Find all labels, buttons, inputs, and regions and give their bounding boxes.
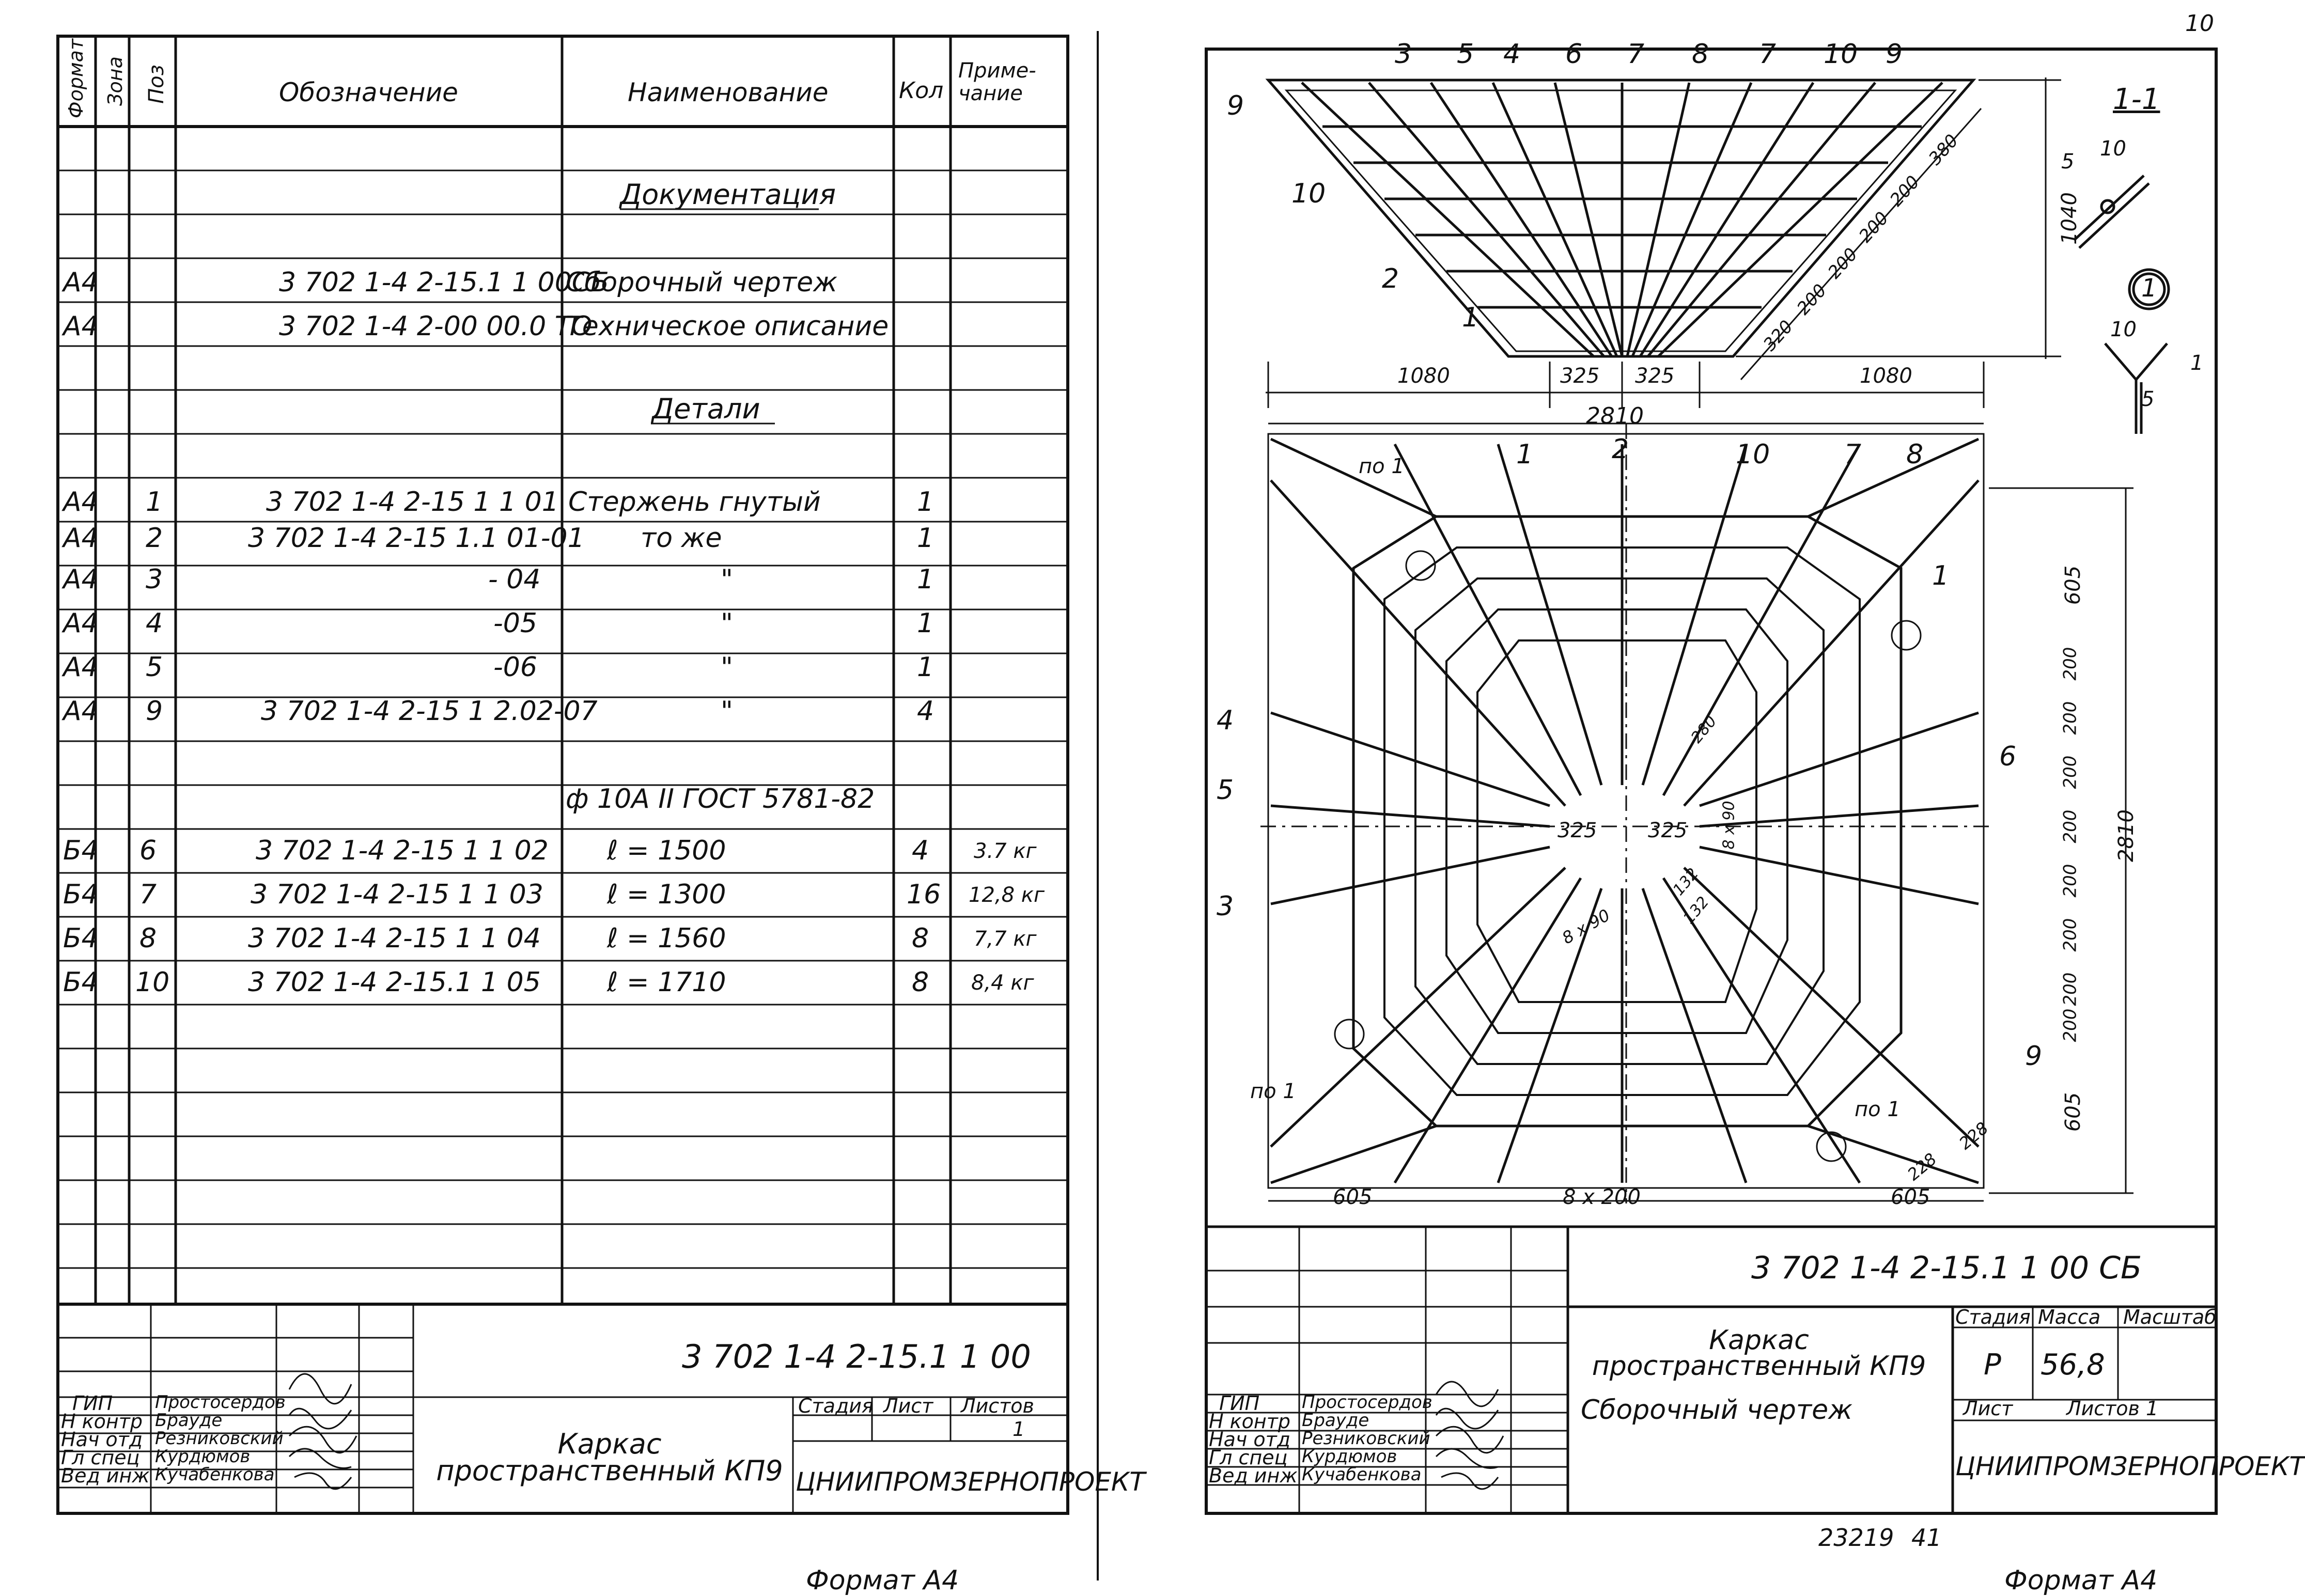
row-format: А4 (63, 696, 99, 727)
header-note: Приме-чание (958, 59, 1036, 105)
top-dim: 320 (1759, 316, 1798, 355)
spec-role: Вед инж (61, 1464, 150, 1487)
row-qty: 1 (917, 608, 935, 639)
row-format: Б4 (63, 967, 99, 998)
plan-pos-label: 5 (1217, 775, 1234, 806)
plan-dim: 605 (2061, 1092, 2085, 1132)
row-format: Б4 (63, 923, 99, 954)
row-name: ф 10А II ГОСТ 5781-82 (566, 784, 875, 815)
top-dim: 325 (1560, 364, 1600, 388)
row-format: А4 (63, 564, 99, 595)
plan-dim: 200 (2060, 972, 2081, 1006)
top-pos-label: 1 (1462, 302, 1479, 333)
plan-pos-label: по 1 (1359, 455, 1405, 478)
row-format: А4 (63, 523, 99, 554)
drawing-sheets-label: Листов 1 (2066, 1397, 2159, 1420)
top-pos-label: 10 (1824, 39, 1858, 70)
row-name: ℓ = 1500 (607, 835, 726, 866)
header-format: Формат (65, 38, 88, 119)
plan-dim: 200 (2060, 701, 2081, 735)
drawing-role: Нач отд (1209, 1428, 1291, 1451)
row-designation: 3 702 1-4 2-15.1 1 00СБ (279, 267, 609, 298)
plan-pos-label: 4 (1217, 705, 1234, 736)
top-dim: 200 (1793, 280, 1831, 319)
header-designation: Обозначение (279, 77, 458, 107)
plan-dim: 605 (2061, 565, 2085, 605)
row-pos: 10 (135, 967, 170, 998)
drawing-person: Кучабенкова (1302, 1464, 1422, 1485)
corner-mark: 10 (2185, 10, 2214, 37)
row-format: Б4 (63, 879, 99, 910)
top-pos-label: 4 (1503, 39, 1521, 70)
plan-pos-label: 9 (2025, 1041, 2043, 1072)
drawing-doc-title: Каркас пространственный КП9 (1592, 1325, 1926, 1382)
row-qty: 1 (917, 652, 935, 683)
row-designation: 3 702 1-4 2-15 1 1 04 (248, 923, 541, 954)
spec-sheets-value: 1 (1013, 1418, 1025, 1441)
top-pos-label: 9 (1227, 90, 1244, 121)
spec-role: ГИП (72, 1392, 113, 1415)
row-qty: 8 (912, 923, 929, 954)
plan-pos-label: 1 (1516, 439, 1534, 470)
drawing-person: Курдюмов (1302, 1446, 1397, 1467)
drawing-stage-label: Стадия (1955, 1306, 2031, 1328)
spec-org: ЦНИИПРОМЗЕРНОПРОЕКТ (796, 1467, 1145, 1497)
drawing-doc-code: 3 702 1-4 2-15.1 1 00 СБ (1751, 1250, 2142, 1286)
row-qty: 1 (917, 564, 935, 595)
top-dim: 325 (1635, 364, 1675, 388)
archive-number: 23219 (1818, 1524, 1894, 1552)
row-format: А4 (63, 267, 99, 298)
row-qty: 4 (912, 835, 929, 866)
row-format: А4 (63, 608, 99, 639)
top-pos-label: 6 (1565, 39, 1583, 70)
spec-person: Резниковский (155, 1428, 284, 1449)
plan-center-dim: 280 (1687, 712, 1721, 747)
row-format: А4 (63, 487, 99, 518)
header-qty: Кол (899, 77, 944, 104)
section-pos: 5 (2061, 150, 2075, 174)
top-pos-label: 8 (1692, 39, 1709, 70)
row-qty: 1 (917, 487, 935, 518)
row-name: ℓ = 1710 (607, 967, 726, 998)
plan-dim: 8 x 200 (1563, 1185, 1641, 1209)
row-name: " (721, 652, 733, 683)
row-designation: 3 702 1-4 2-15 1.1 01-01 (248, 523, 585, 554)
top-dim: 200 (1886, 171, 1924, 211)
top-pos-label: 7 (1759, 39, 1777, 70)
top-dim: 1080 (1860, 364, 1912, 388)
row-note: 3.7 кг (974, 839, 1037, 863)
header-name: Наименование (628, 77, 829, 107)
plan-center-dim: 8 x 90 (1720, 801, 1738, 850)
row-pos: 8 (139, 923, 157, 954)
row-designation: -06 (493, 652, 537, 683)
drawing-role: Н контр (1209, 1410, 1290, 1433)
top-pos-label: 7 (1627, 39, 1645, 70)
top-pos-label: 2 (1382, 263, 1399, 294)
spec-person: Кучабенкова (155, 1464, 275, 1485)
plan-pos-label: 3 (1217, 891, 1234, 922)
cut-mark: 1 (2190, 351, 2204, 375)
drawing-person: Простосердов (1302, 1392, 1432, 1413)
plan-pos-label: 6 (1999, 741, 2017, 772)
plan-pos-label: по 1 (1250, 1079, 1296, 1103)
row-format: А4 (63, 652, 99, 683)
row-qty: 8 (912, 967, 929, 998)
drawing-doc-subtitle: Сборочный чертеж (1581, 1395, 1852, 1426)
row-designation: - 04 (488, 564, 541, 595)
row-note: 12,8 кг (969, 883, 1045, 907)
row-pos: 2 (146, 523, 163, 554)
drawing-footer: Формат А4 (2004, 1565, 2158, 1596)
row-pos: 1 (146, 487, 163, 518)
plan-center-dim: 132 (1679, 893, 1713, 928)
top-dim: 200 (1824, 244, 1862, 283)
spec-person: Простосердов (155, 1392, 286, 1413)
row-name: " (721, 608, 733, 639)
section-pos: 10 (2100, 137, 2126, 161)
drawing-role: Гл спец (1209, 1446, 1288, 1469)
plan-pos-label: 7 (1844, 439, 1862, 470)
plan-dim: 200 (2060, 1008, 2081, 1042)
drawing-person: Брауде (1302, 1410, 1369, 1431)
drawing-stage: Р (1984, 1348, 2001, 1382)
archive-sheet: 41 (1911, 1524, 1942, 1552)
plan-pos-label: 10 (1736, 439, 1770, 470)
row-pos: 3 (146, 564, 163, 595)
spec-doc-code: 3 702 1-4 2-15.1 1 00 (682, 1338, 1031, 1375)
top-dim: 1040 (2057, 192, 2081, 245)
row-note: 7,7 кг (974, 927, 1037, 951)
spec-stage-label: Стадия (798, 1395, 874, 1417)
row-qty: 4 (917, 696, 935, 727)
drawing-sheet-label: Лист (1963, 1397, 2013, 1420)
section-documentation: Документация (620, 178, 836, 211)
section-details: Детали (652, 393, 760, 425)
row-pos: 6 (139, 835, 157, 866)
plan-pos-label: 1 (1932, 560, 1950, 591)
row-pos: 5 (146, 652, 163, 683)
row-designation: 3 702 1-4 2-15.1 1 05 (248, 967, 541, 998)
drawing-role: Вед инж (1209, 1464, 1298, 1487)
row-name: то же (641, 523, 722, 554)
plan-dim: 200 (2060, 918, 2081, 952)
drawing-role: ГИП (1219, 1392, 1260, 1415)
detail-pos: 10 (2110, 318, 2137, 341)
drawing-scale-label: Масштаб (2123, 1306, 2217, 1328)
row-qty: 16 (907, 879, 941, 910)
row-designation: 3 702 1-4 2-15 1 1 02 (256, 835, 549, 866)
top-dim: 1080 (1397, 364, 1450, 388)
spec-person: Брауде (155, 1410, 223, 1431)
plan-center-dim: 8 x 90 (1559, 905, 1614, 948)
row-note: 8,4 кг (971, 971, 1034, 995)
spec-sheet-label: Лист (883, 1395, 933, 1417)
row-format: А4 (63, 311, 99, 342)
row-name: ℓ = 1300 (607, 879, 726, 910)
plan-dim: 200 (2060, 647, 2081, 681)
drawing-mass: 56,8 (2041, 1348, 2105, 1382)
plan-center-dim: 325 (1558, 819, 1597, 842)
top-dim: 2810 (1586, 403, 1644, 429)
row-designation: 3 702 1-4 2-00 00.0 ТО (279, 311, 593, 342)
row-qty: 1 (917, 523, 935, 554)
top-pos-label: 3 (1395, 39, 1412, 70)
plan-center-dim: 228 (1903, 1149, 1941, 1185)
plan-dim: 2810 (2114, 809, 2138, 862)
row-pos: 4 (146, 608, 163, 639)
plan-dim: 605 (1891, 1185, 1930, 1209)
row-pos: 7 (139, 879, 157, 910)
plan-dim: 200 (2060, 755, 2081, 789)
row-pos: 9 (146, 696, 163, 727)
detail-callout: 1 (2141, 274, 2157, 303)
plan-pos-label: по 1 (1855, 1098, 1901, 1121)
drawing-person: Резниковский (1302, 1428, 1430, 1449)
plan-pos-label: 2 (1612, 434, 1629, 465)
top-dim: 200 (1855, 208, 1893, 247)
row-designation: -05 (493, 608, 537, 639)
spec-doc-title: Каркас пространственный КП9 (436, 1428, 783, 1487)
row-name: ℓ = 1560 (607, 923, 726, 954)
header-pos: Поз (144, 65, 168, 104)
plan-pos-label: 8 (1906, 439, 1924, 470)
plan-center-dim: 325 (1648, 819, 1688, 842)
plan-center-dim: 132 (1669, 865, 1703, 899)
detail-pos: 5 (2141, 387, 2155, 411)
row-name: Техническое описание (566, 311, 889, 342)
row-designation: 3 702 1-4 2-15 1 2.02-07 (261, 696, 598, 727)
row-designation: 3 702 1-4 2-15 1 1 01 (266, 487, 559, 518)
signatures-right (1436, 1382, 1503, 1489)
top-pos-label: 5 (1457, 39, 1474, 70)
plan-dim: 200 (2060, 864, 2081, 898)
row-name: " (721, 564, 733, 595)
top-pos-label: 9 (1886, 39, 1903, 70)
spec-role: Гл спец (61, 1446, 140, 1469)
drawing-mass-label: Масса (2038, 1306, 2101, 1328)
spec-role: Нач отд (61, 1428, 143, 1451)
row-name: Сборочный чертеж (566, 267, 837, 298)
row-name: " (721, 696, 733, 727)
header-zone: Зона (103, 56, 127, 106)
spec-person: Курдюмов (155, 1446, 251, 1467)
top-pos-label: 10 (1291, 178, 1326, 209)
spec-role: Н контр (61, 1410, 143, 1433)
spec-footer: Формат А4 (806, 1565, 959, 1596)
row-designation: 3 702 1-4 2-15 1 1 03 (251, 879, 543, 910)
top-dim: 380 (1924, 130, 1963, 169)
section-1-1 (2074, 176, 2169, 434)
plan-dim: 200 (2060, 809, 2081, 843)
spec-sheets-label: Листов (961, 1395, 1034, 1417)
plan-center-dim: 228 (1955, 1118, 1992, 1154)
section-label: 1-1 (2113, 83, 2160, 116)
row-format: Б4 (63, 835, 99, 866)
drawing-org: ЦНИИПРОМЗЕРНОПРОЕКТ (1955, 1451, 2305, 1481)
plan-dim: 605 (1333, 1185, 1373, 1209)
row-name: Стержень гнутый (568, 487, 821, 518)
